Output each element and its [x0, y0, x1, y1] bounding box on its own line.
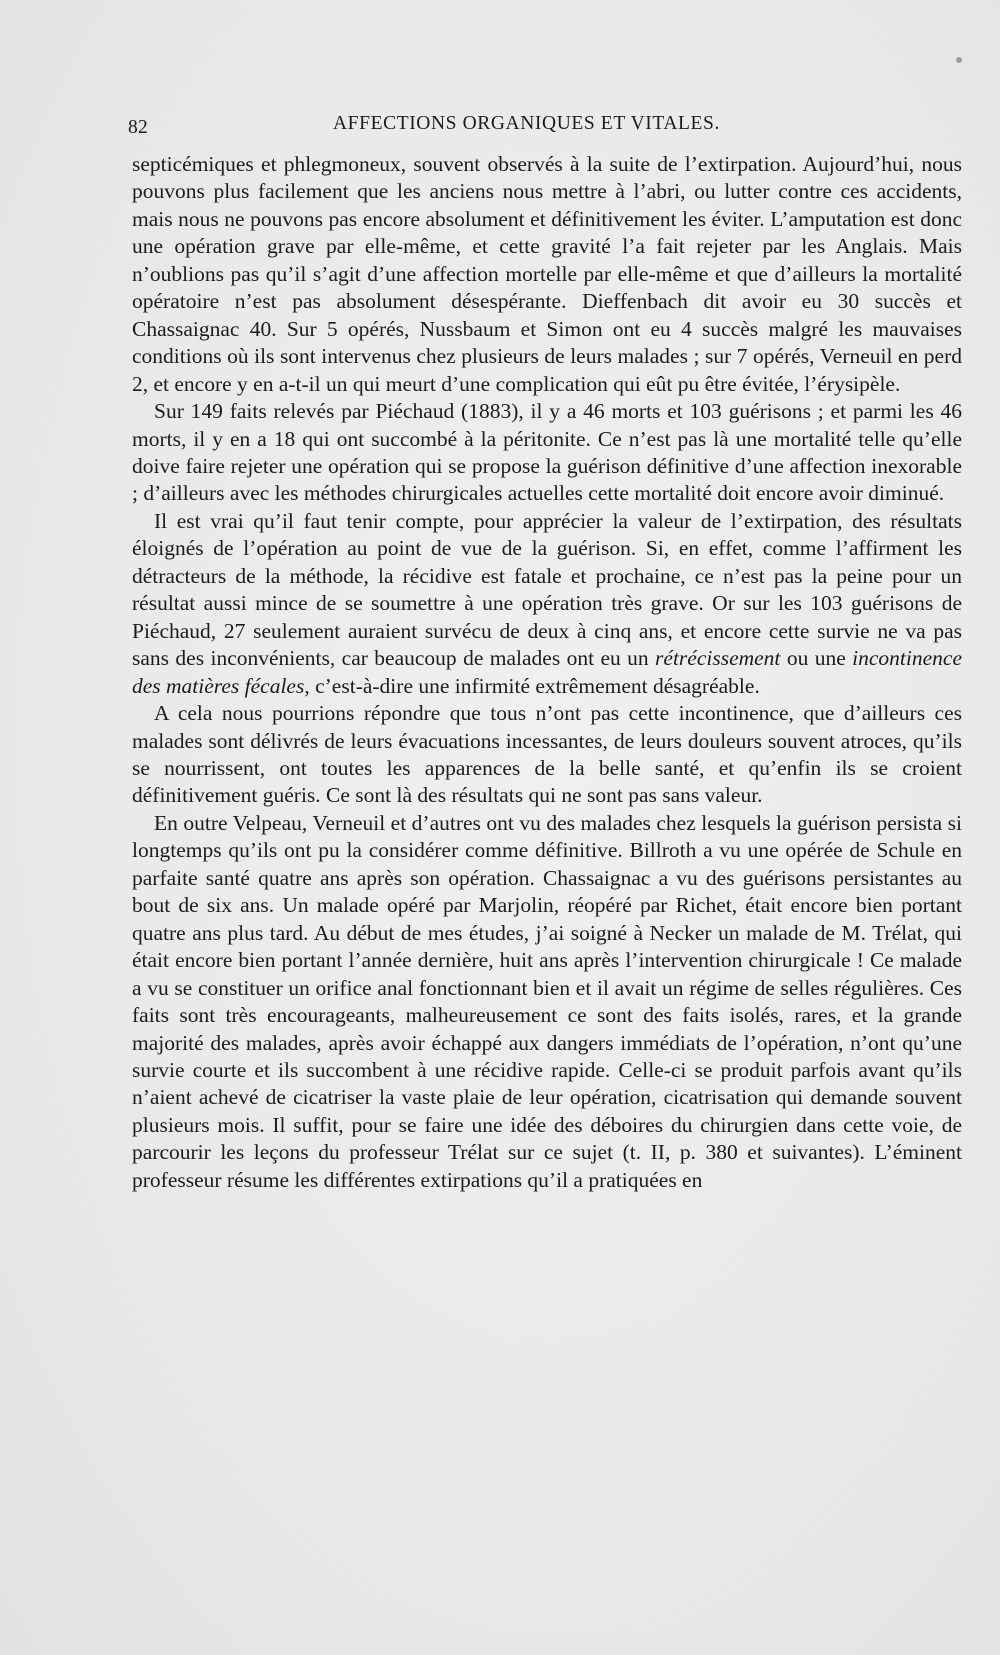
running-title: AFFECTIONS ORGANIQUES ET VITALES. [333, 113, 720, 134]
italic-text: incontinence des matières fécales [132, 646, 962, 698]
body-text [132, 151, 962, 1194]
text-run: , c’est-à-dire une infirmité extrêmement désagréable. [304, 673, 760, 698]
page-number: 82 [128, 117, 149, 138]
text-run: ou une [780, 646, 853, 671]
paragraph [132, 700, 962, 810]
paragraph [132, 810, 962, 1194]
paragraph [132, 398, 962, 508]
text-run: Il est vrai qu’il faut tenir compte, pour apprécier la valeur de l’extirpation, des résultats éloignés de l’opération au point de vue de la guérison. Si, en effet, comme l’affirment les détracteurs de la méthode, la récidive est fatale et prochaine, ce n’est pas la peine pour un résultat aussi mince de se soumettre à une opération très grave. Or sur les 103 guérisons de Piéchaud, 27 seulement auraient survécu de deux à cinq ans, et encore cette survie ne va pas sans des inconvénients, car beaucoup de malades ont eu un [132, 508, 962, 671]
paragraph [132, 151, 962, 398]
text-run: A cela nous pourrions répondre que tous n’ont pas cette incontinence, que d’ailleurs ces malades sont délivrés de leurs évacuations incessantes, de leurs douleurs souvent atroces, qu’ils se nourrissent, ont toutes les apparences de la belle santé, et qu’enfin ils se croient définitivement guéris. Ce sont là des résultats qui ne sont pas sans valeur. [132, 701, 962, 808]
bleed-through-footer [560, 1490, 860, 1504]
italic-text: rétrécissement [655, 646, 781, 671]
text-run: Sur 149 faits relevés par Piéchaud (1883), il y a 46 morts et 103 guérisons ; et parmi les 46 morts, il y en a 18 qui ont succombé à la péritonite. Ce n’est pas là une mortalité telle qu’elle doive faire rejeter une opération qui se propose la guérison définitive d’une affection inexorable ; d’ailleurs avec les méthodes chirurgicales actuelles cette mortalité doit encore avoir diminué. [132, 399, 962, 506]
text-run: septicémiques et phlegmoneux, souvent observés à la suite de l’extirpation. Aujourd’hui, nous pouvons plus facilement que les anciens nous mettre à l’abri, ou lutter contre ces accidents, mais nous ne pouvons pas encore absolument et définitivement les éviter. L’amputation est donc une opération grave par elle-même, et cette gravité l’a fait rejeter par les Anglais. Mais n’oublions pas qu’il s’agit d’une affection mortelle par elle-même et que d’ailleurs la mortalité opératoire n’est pas absolument désespérante. Dieffenbach dit avoir eu 30 succès et Chassaignac 40. Sur 5 opérés, Nussbaum et Simon ont eu 4 succès malgré les mauvaises conditions où ils sont intervenus chez plusieurs de leurs malades ; sur 7 opérés, Verneuil en perd 2, et encore y en a-t-il un qui meurt d’une complication qui eût pu être évitée, l’érysipèle. [132, 152, 962, 396]
text-run: En outre Velpeau, Verneuil et d’autres ont vu des malades chez lesquels la guérison persista si longtemps qu’ils ont pu la considérer comme définitive. Billroth a vu une opérée de Schule en parfaite santé quatre ans après son opération. Chassaignac a vu des guérisons persistantes au bout de six ans. Un malade opéré par Marjolin, réopéré par Richet, était encore bien portant quatre ans plus tard. Au début de mes études, j’ai soigné à Necker un malade de M. Trélat, qui était encore bien portant l’année dernière, huit ans après l’intervention chirurgicale ! Ce malade a vu se constituer un orifice anal fonctionnant bien et il avait un régime de selles régulières. Ces faits sont très encourageants, malheureusement ce sont des faits isolés, rares, et la grande majorité des malades, après avoir échappé aux dangers immédiats de l’opération, n’ont qu’une survie courte et ils succombent à une récidive rapide. Celle-ci se produit parfois avant qu’ils n’aient achevé de cicatriser la vaste plaie de leur opération, cicatrisation qui demande souvent plusieurs mois. Il suffit, pour se faire une idée des déboires du chirurgien dans cette voie, de parcourir les leçons du professeur Trélat sur ce sujet (t. II, p. 380 et suivantes). L’éminent professeur résume les différentes extirpations qu’il a pratiquées en [132, 810, 962, 1192]
running-head [128, 113, 940, 143]
ink-speck [956, 57, 962, 63]
paragraph [132, 508, 962, 700]
